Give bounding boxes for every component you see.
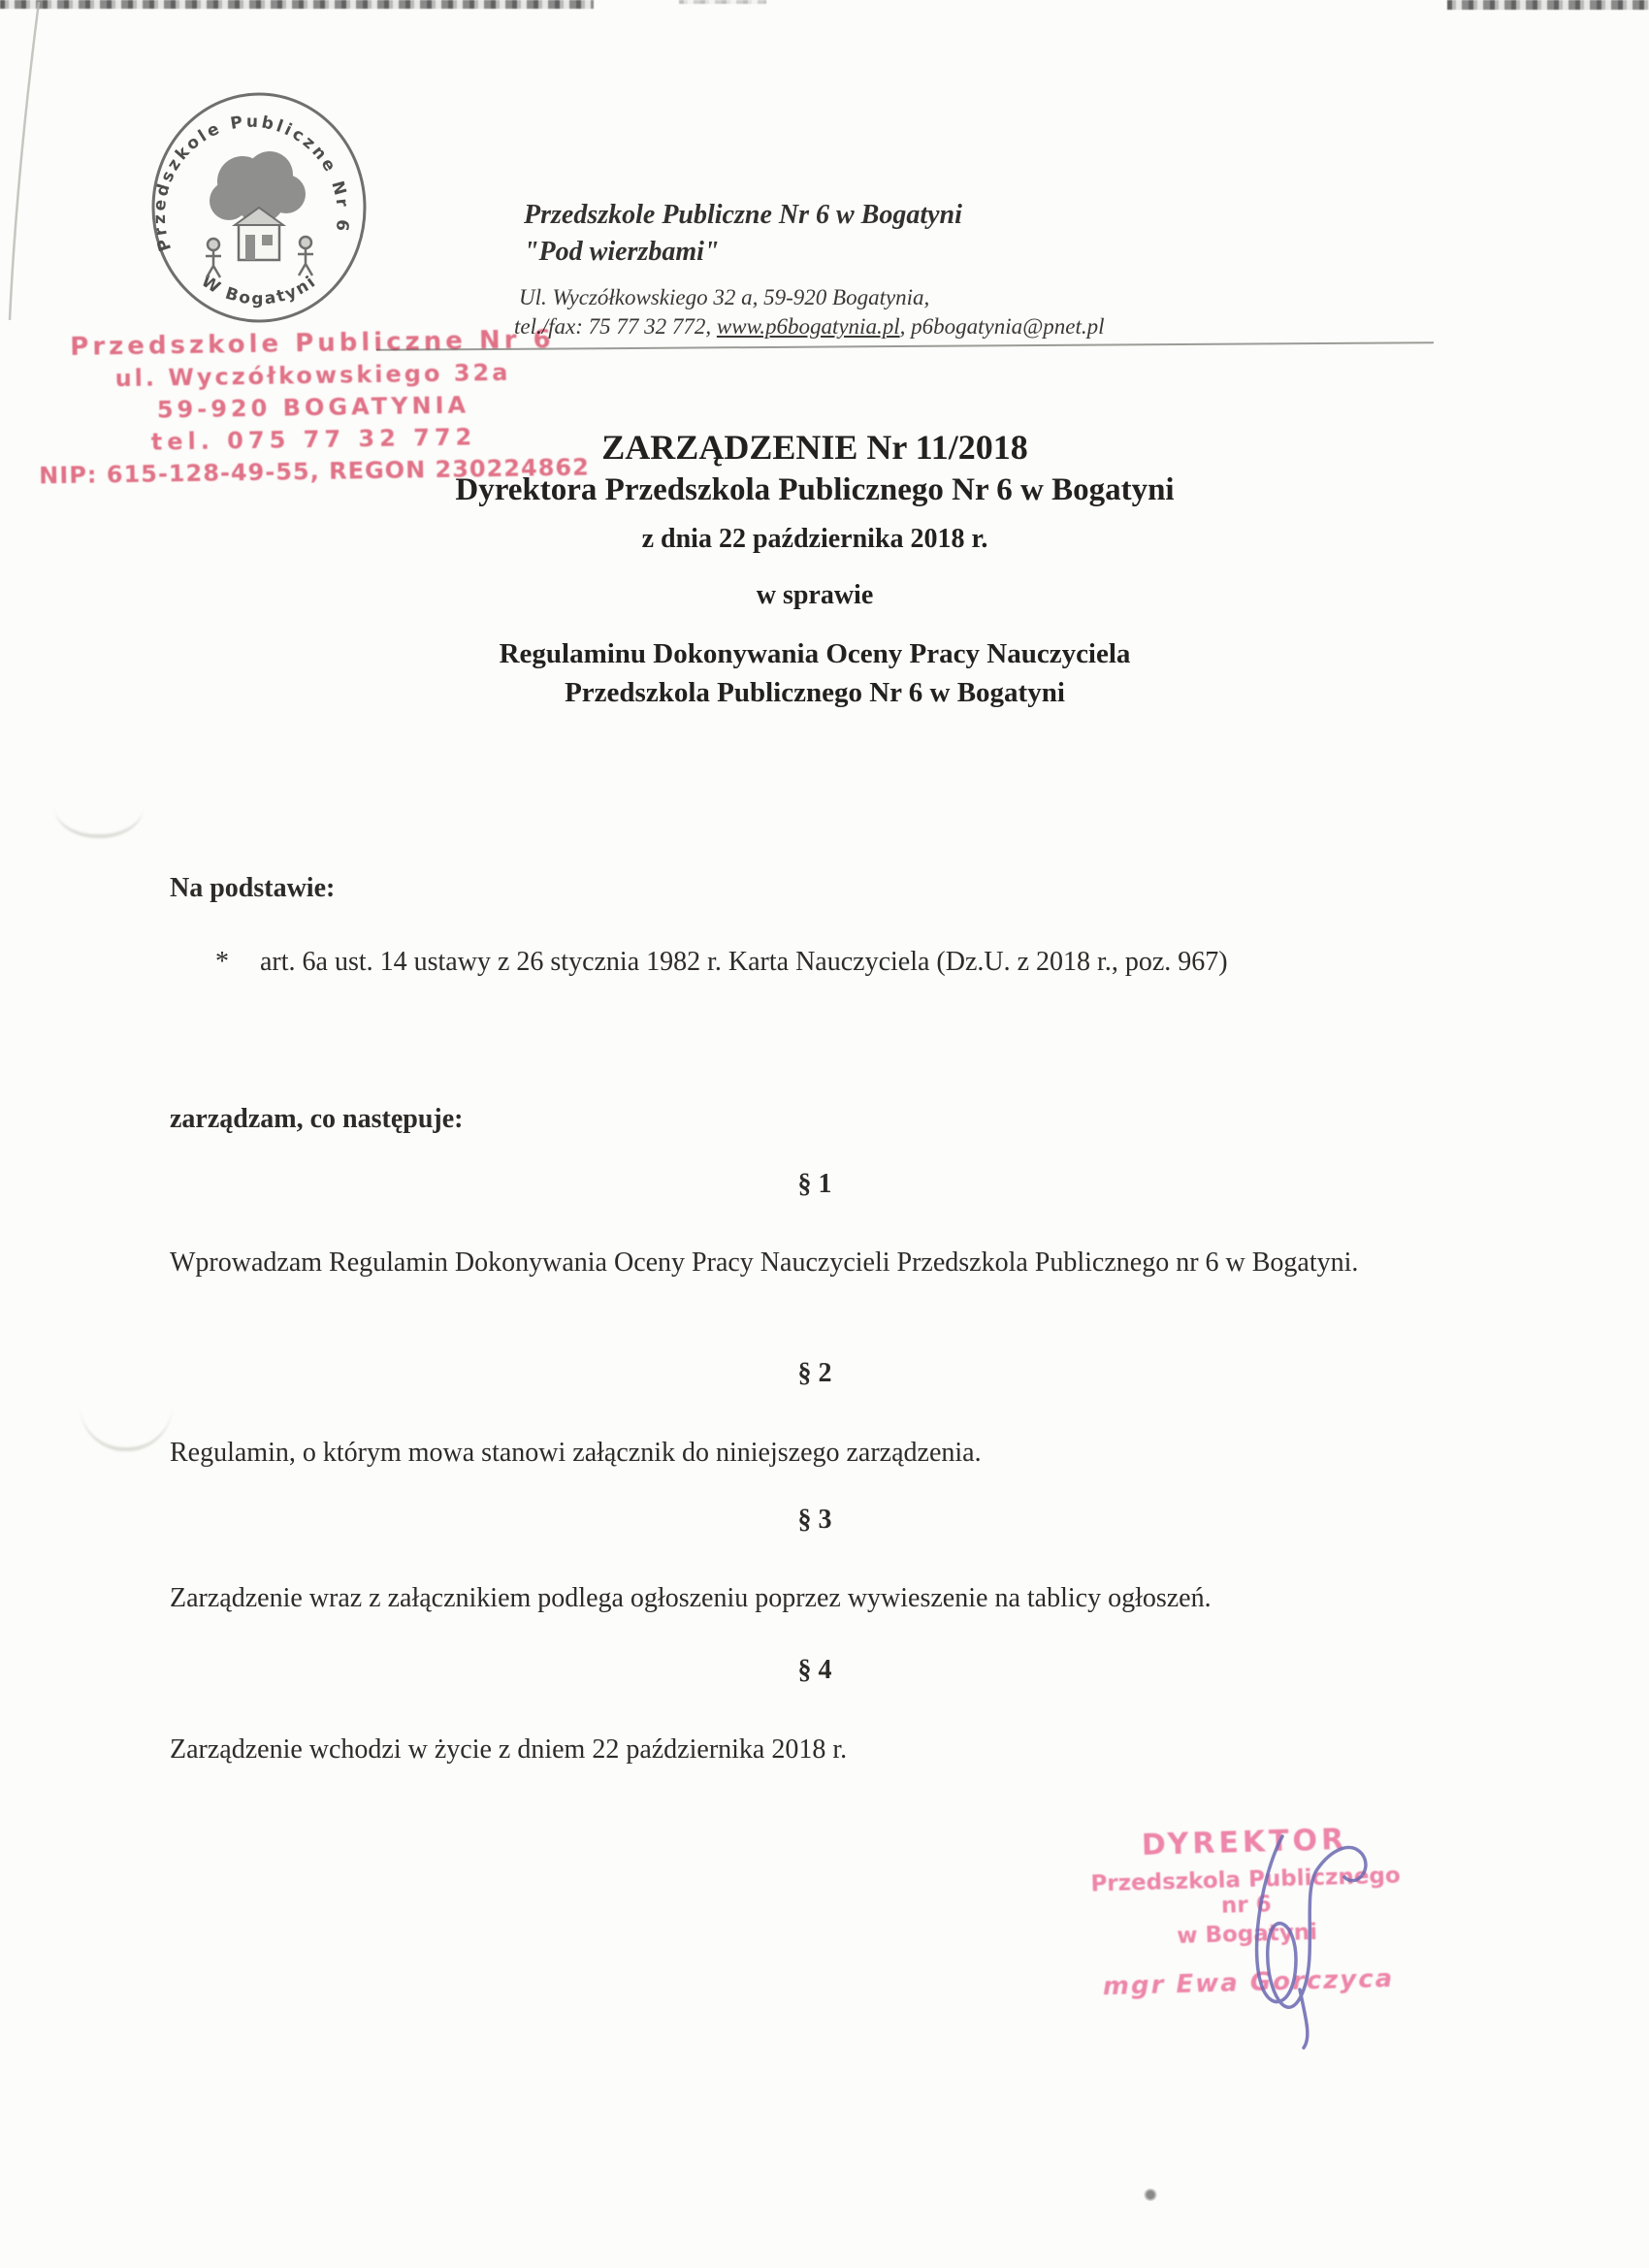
section-4-text: Zarządzenie wchodzi w życie z dniem 22 października 2018 r.	[170, 1734, 848, 1765]
document-title-issuer: Dyrektora Przedszkola Publicznego Nr 6 w Bogatyni	[455, 472, 1175, 507]
document-subject-line2: Przedszkola Publicznego Nr 6 w Bogatyni	[565, 677, 1065, 708]
legal-basis-heading: Na podstawie:	[170, 873, 336, 903]
document-date: z dnia 22 października 2018 r.	[641, 524, 988, 554]
letterhead-email: , p6bogatynia@pnet.pl	[899, 314, 1105, 339]
stamp-nip-regon: NIP: 615-128-49-55, REGON 230224862	[39, 453, 591, 490]
section-3-text: Zarządzenie wraz z załącznikiem podlega ogłoszeniu poprzez wywieszenie na tablicy ogłoszeń.	[170, 1583, 1212, 1613]
section-2-text: Regulamin, o którym mowa stanowi załącznik do niniejszego zarządzenia.	[170, 1438, 982, 1468]
preschool-logo-stamp	[146, 89, 372, 330]
legal-basis-text: art. 6a ust. 14 ustawy z 26 stycznia 1982 r. Karta Nauczyciela (Dz.U. z 2018 r., poz. 967)	[260, 947, 1228, 977]
stamp-street: ul. Wyczółkowskiego 32a	[114, 358, 511, 393]
scan-artifact-top-edge-left	[0, 0, 594, 9]
letterhead-org-name: Przedszkole Publiczne Nr 6 w Bogatyni	[524, 200, 962, 230]
stamp-city: 59-920 BOGATYNIA	[156, 391, 470, 424]
letterhead-org-subtitle: "Pod wierzbami"	[524, 237, 720, 267]
stamp-org-name: Przedszkole Publiczne Nr 6	[70, 325, 555, 362]
letterhead-address-line1: Ul. Wyczółkowskiego 32 a, 59-920 Bogatynia,	[519, 285, 930, 309]
logo-ring-text: Przedszkole Publiczne Nr 6	[149, 112, 352, 254]
order-heading: zarządzam, co następuje:	[170, 1104, 464, 1134]
section-4-number: § 4	[797, 1655, 832, 1685]
section-1-number: § 1	[797, 1169, 832, 1199]
logo-ring-bottom-text: W Bogatyni	[197, 271, 321, 309]
document-title: ZARZĄDZENIE Nr 11/2018	[601, 428, 1028, 467]
stamp-phone: tel. 075 77 32 772	[150, 423, 477, 456]
svg-text:W Bogatyni	[198, 272, 321, 309]
letterhead-website-link: www.p6bogatynia.pl	[716, 314, 900, 339]
scan-artifact-top-edge-right	[1447, 0, 1649, 10]
section-3-number: § 3	[797, 1505, 832, 1535]
scan-artifact-arc-mark-2	[80, 1399, 173, 1451]
document-subject-line1: Regulaminu Dokonywania Oceny Pracy Nauczyciela	[499, 638, 1131, 669]
document-subject-label: w sprawie	[756, 580, 874, 610]
handwritten-signature	[1154, 1799, 1426, 2052]
section-1-text: Wprowadzam Regulamin Dokonywania Oceny Pracy Nauczycieli Przedszkola Publicznego nr 6 w Bogatyni.	[170, 1247, 1359, 1278]
scan-artifact-speck	[1143, 2188, 1158, 2201]
stamp-director-title: DYREKTOR	[1141, 1823, 1348, 1863]
section-2-number: § 2	[797, 1358, 832, 1388]
scan-artifact-corner-fold	[0, 0, 58, 330]
scan-artifact-top-edge-mid	[679, 0, 766, 4]
legal-basis-item	[215, 947, 1457, 978]
stamp-director-org: Przedszkola Publicznego nr 6	[1090, 1863, 1402, 1919]
stamp-director-city: w Bogatyni	[1176, 1919, 1318, 1950]
bullet-asterisk: *	[215, 947, 229, 977]
letterhead-address-line2	[514, 314, 1104, 340]
scan-artifact-arc-mark-1	[54, 803, 144, 838]
letterhead-phone: tel./fax: 75 77 32 772,	[514, 314, 717, 339]
stamp-director-name: mgr Ewa Gorczyca	[1102, 1963, 1395, 2002]
